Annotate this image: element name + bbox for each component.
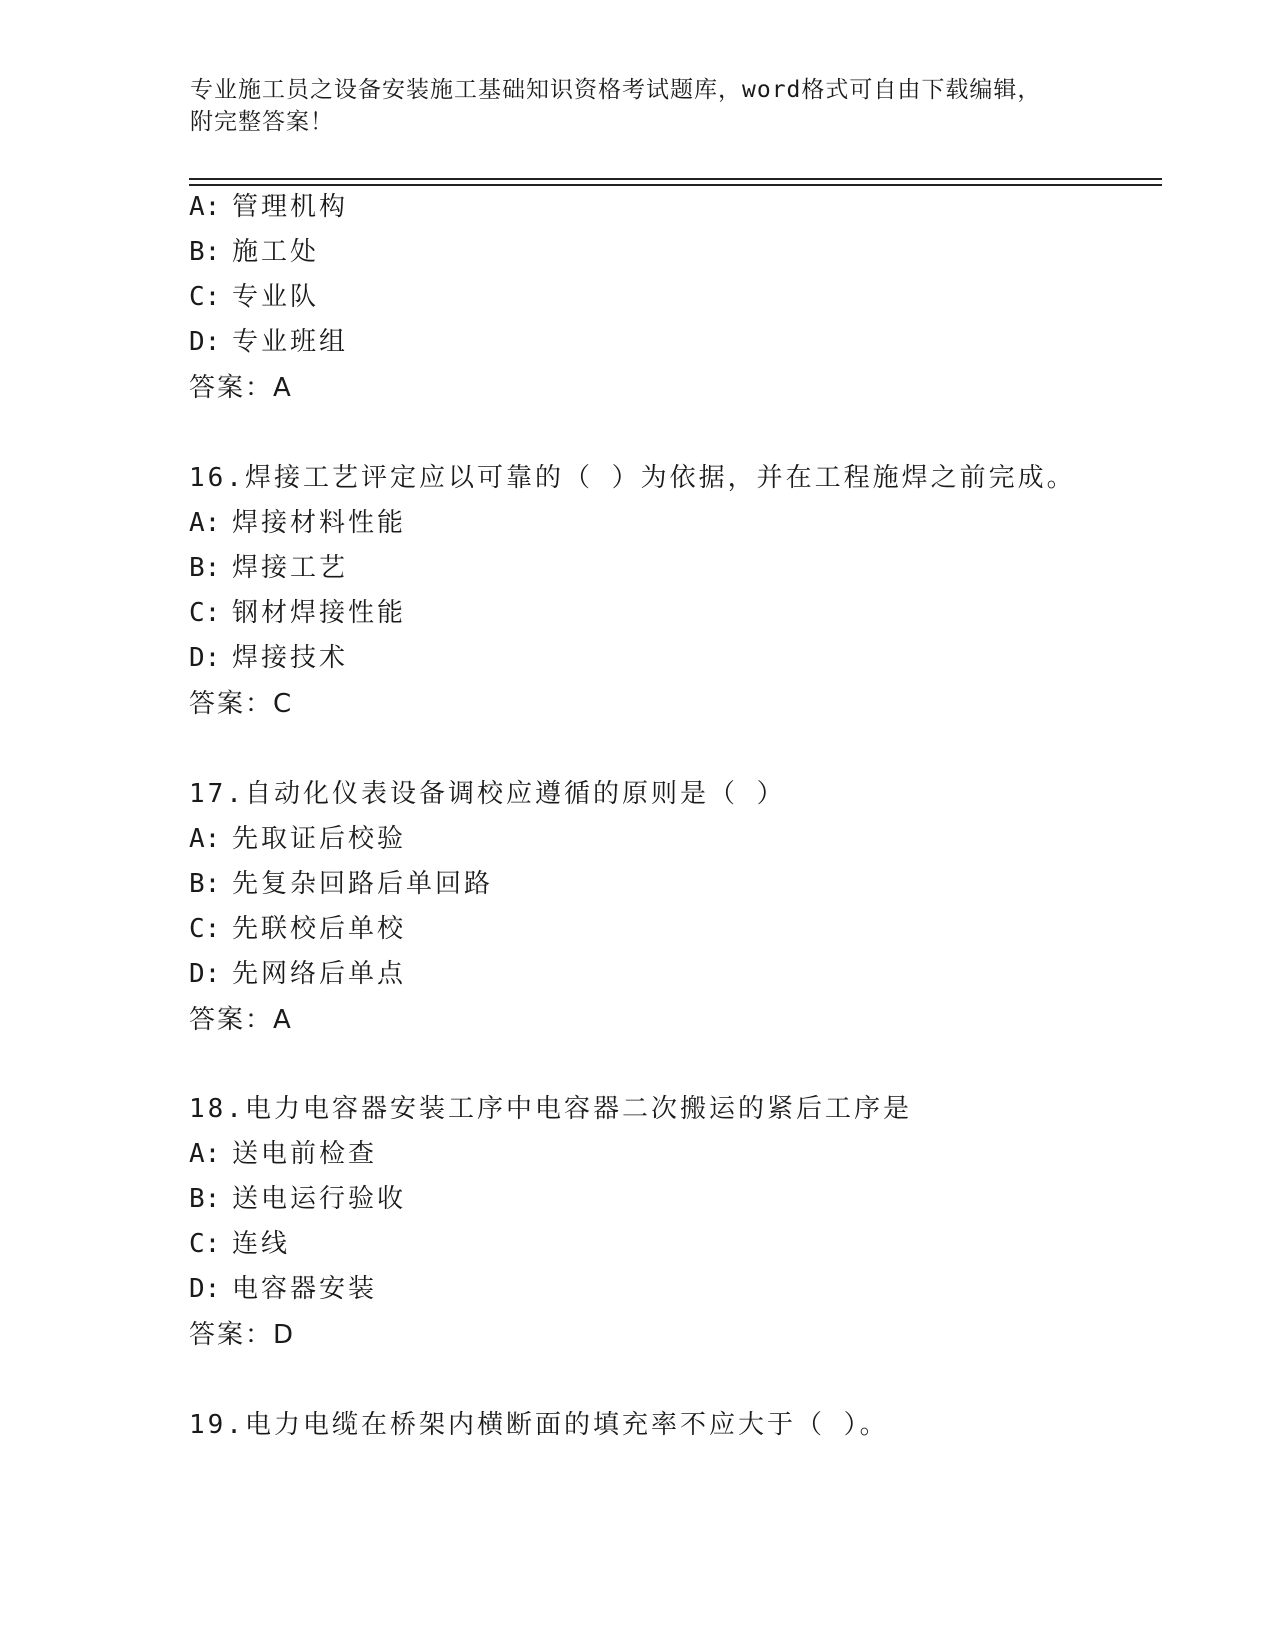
- q17-option-b: [189, 868, 493, 900]
- option-label: C:: [189, 282, 221, 312]
- option-text: 先联校后单校: [232, 914, 407, 944]
- option-text: 专业队: [232, 282, 320, 312]
- q17-question: 17.自动化仪表设备调校应遵循的原则是（ ）: [189, 779, 786, 809]
- q17-answer: 答案：A: [189, 1005, 293, 1035]
- q15-option-b: [189, 236, 319, 268]
- option-text: 焊接材料性能: [232, 508, 407, 538]
- option-label: C:: [189, 914, 221, 944]
- q15-answer: 答案：A: [189, 373, 293, 403]
- option-text: 施工处: [232, 237, 320, 267]
- option-label: A:: [189, 508, 221, 538]
- option-label: A:: [189, 192, 221, 222]
- q15-option-a: [189, 191, 348, 223]
- option-text: 送电前检查: [232, 1139, 378, 1169]
- option-text: 连线: [232, 1229, 291, 1259]
- option-label: C:: [189, 1229, 221, 1259]
- option-text: 钢材焊接性能: [232, 598, 407, 628]
- q18-option-d: [189, 1273, 377, 1305]
- option-label: B:: [189, 869, 221, 899]
- option-text: 焊接工艺: [232, 553, 349, 583]
- q16-option-d: [189, 642, 348, 674]
- option-text: 先复杂回路后单回路: [232, 869, 494, 899]
- q18-question: 18.电力电容器安装工序中电容器二次搬运的紧后工序是: [189, 1094, 912, 1124]
- q17-option-c: [189, 913, 406, 945]
- q18-answer: 答案：D: [189, 1320, 296, 1350]
- q17-option-d: [189, 958, 406, 990]
- option-text: 焊接技术: [232, 643, 349, 673]
- option-label: D:: [189, 959, 221, 989]
- q15-option-d: [189, 326, 348, 358]
- option-text: 电容器安装: [232, 1274, 378, 1304]
- header-rule-bottom: [189, 184, 1162, 186]
- q18-option-a: [189, 1138, 377, 1170]
- option-text: 送电运行验收: [232, 1184, 407, 1214]
- q16-option-c: [189, 597, 406, 629]
- q15-option-c: [189, 281, 319, 313]
- option-label: D:: [189, 1274, 221, 1304]
- document-header: 专业施工员之设备安装施工基础知识资格考试题库，word格式可自由下载编辑， 附完整答案！: [190, 77, 1042, 135]
- option-label: B:: [189, 237, 221, 267]
- option-label: A:: [189, 824, 221, 854]
- option-label: C:: [189, 598, 221, 628]
- option-text: 先网络后单点: [232, 959, 407, 989]
- option-label: D:: [189, 327, 221, 357]
- q16-question: 16.焊接工艺评定应以可靠的（ ）为依据，并在工程施焊之前完成。: [189, 463, 1076, 493]
- header-rule-top: [189, 178, 1162, 180]
- q16-answer: 答案：C: [189, 689, 294, 719]
- option-label: B:: [189, 553, 221, 583]
- option-text: 管理机构: [232, 192, 349, 222]
- q18-option-c: [189, 1228, 290, 1260]
- option-label: A:: [189, 1139, 221, 1169]
- q19-question: 19.电力电缆在桥架内横断面的填充率不应大于（ ）。: [189, 1410, 889, 1440]
- q16-option-b: [189, 552, 348, 584]
- q18-option-b: [189, 1183, 406, 1215]
- q16-option-a: [189, 507, 406, 539]
- option-text: 专业班组: [232, 327, 349, 357]
- option-text: 先取证后校验: [232, 824, 407, 854]
- option-label: B:: [189, 1184, 221, 1214]
- option-label: D:: [189, 643, 221, 673]
- q17-option-a: [189, 823, 406, 855]
